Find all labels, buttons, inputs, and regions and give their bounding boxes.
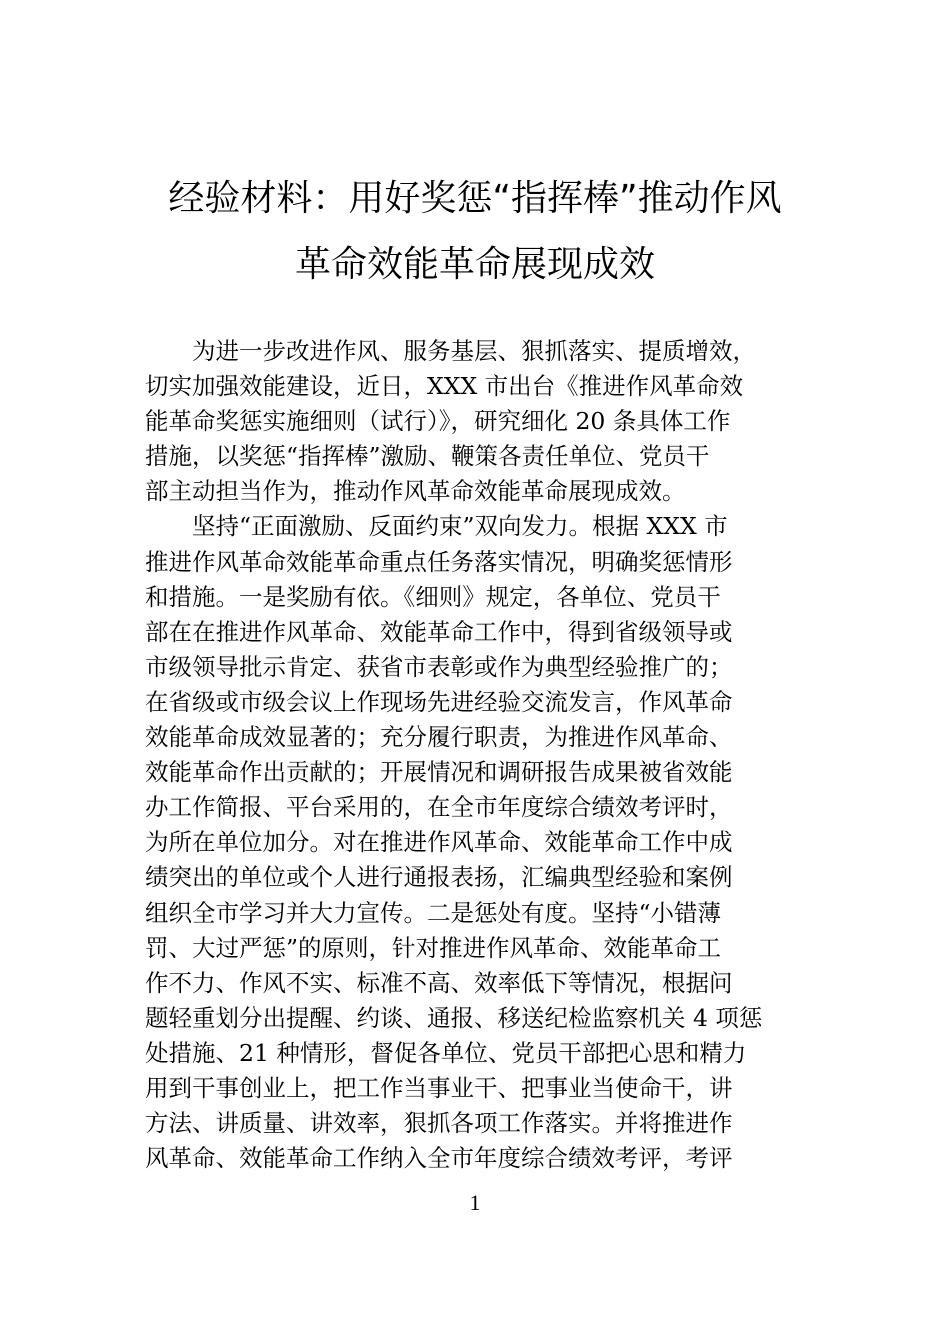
text-line: 和措施。一是奖励有依。《细则》规定，各单位、党员干: [145, 582, 721, 611]
page-number: 1: [469, 1190, 481, 1215]
text-line: 效能革命成效显著的；充分履行职责，为推进作风革命、: [145, 723, 733, 752]
text-line: 能革命奖惩实施细则（试行）》，研究细化 20 条具体工作: [145, 407, 731, 436]
text-line: 市级领导批示肯定、获省市表彰或作为典型经验推广的；: [145, 652, 733, 681]
text-line: 部在在推进作风革命、效能革命工作中，得到省级领导或: [145, 617, 733, 646]
text-line: 风革命、效能革命工作纳入全市年度综合绩效考评，考评: [145, 1144, 733, 1173]
paragraph-2: [145, 509, 813, 1176]
text-line: 处措施、21 种情形，督促各单位、党员干部把心思和精力: [145, 1038, 747, 1067]
text-line: 为所在单位加分。对在推进作风革命、效能革命工作中成: [145, 828, 733, 857]
text-line: 组织全市学习并大力宣传。二是惩处有度。坚持“小错薄: [145, 898, 722, 927]
text-line: 效能革命作出贡献的；开展情况和调研报告成果被省效能: [145, 758, 733, 787]
title-line-2: 革命效能革命展现成效: [294, 244, 655, 285]
text-line: 办工作简报、平台采用的，在全市年度综合绩效考评时，: [145, 793, 733, 822]
text-line: 为进一步改进作风、服务基层、狠抓落实、提质增效，: [145, 337, 756, 365]
document-body: [145, 334, 813, 1176]
text-line: 推进作风革命效能革命重点任务落实情况，明确奖惩情形: [145, 547, 733, 576]
document-title: [120, 166, 830, 298]
text-line: 坚持“正面激励、反面约束”双向发力。根据 XXX 市: [145, 512, 728, 541]
text-line: 题轻重划分出提醒、约谈、通报、移送纪检监察机关 4 项惩: [145, 1003, 763, 1032]
text-line: 在省级或市级会议上作现场先进经验交流发言，作风革命: [145, 687, 733, 716]
text-line: 部主动担当作为，推动作风革命效能革命展现成效。: [145, 477, 686, 506]
text-line: 作不力、作风不实、标准不高、效率低下等情况，根据问: [145, 968, 733, 997]
text-line: 绩突出的单位或个人进行通报表扬，汇编典型经验和案例: [145, 863, 733, 892]
text-line: 用到干事创业上，把工作当事业干、把事业当使命干，讲: [145, 1073, 733, 1102]
text-line: 罚、大过严惩”的原则，针对推进作风革命、效能革命工: [145, 933, 722, 962]
title-line-1: 经验材料：用好奖惩“指挥棒”推动作风: [168, 178, 782, 219]
text-line: 切实加强效能建设，近日，XXX 市出台《推进作风革命效: [145, 372, 744, 401]
text-line: 方法、讲质量、讲效率，狠抓各项工作落实。并将推进作: [145, 1109, 733, 1138]
text-line: 措施，以奖惩“指挥棒”激励、鞭策各责任单位、党员干: [145, 442, 710, 471]
paragraph-1: [145, 334, 813, 509]
